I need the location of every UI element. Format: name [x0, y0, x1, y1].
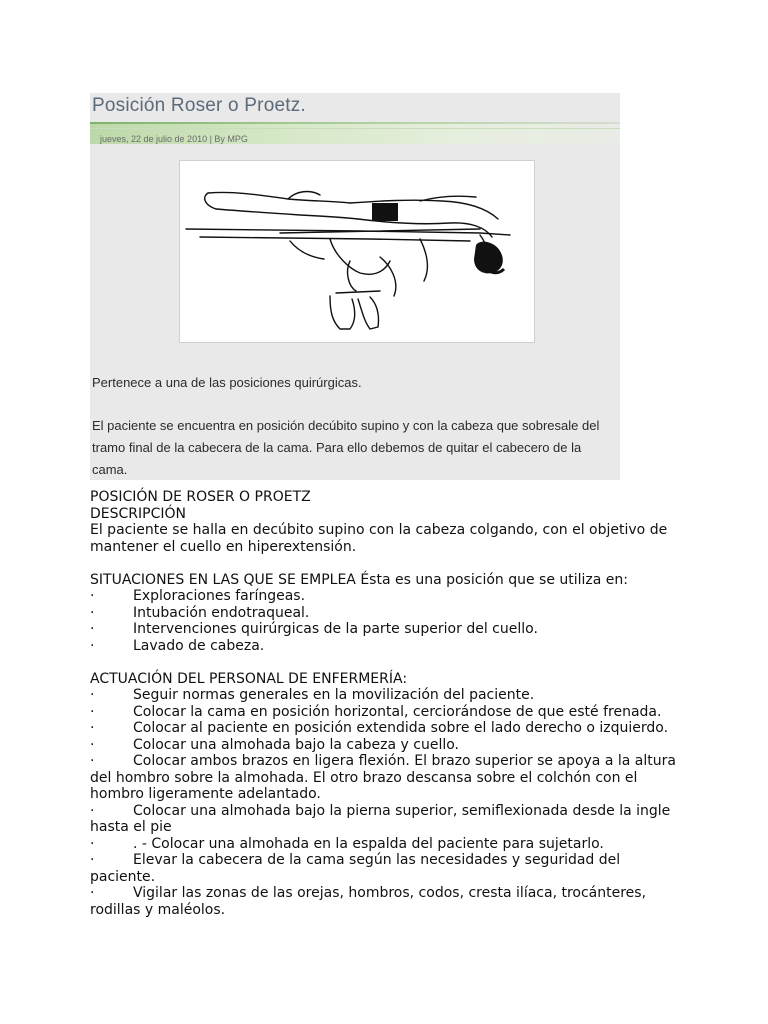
list-item-text: Elevar la cabecera de la cama según las necesidades y seguridad del paciente. — [90, 852, 621, 885]
position-illustration — [179, 160, 535, 343]
bullet: · — [90, 588, 95, 604]
list-item — [90, 852, 680, 885]
patient-leg-upper — [208, 192, 350, 203]
bullet: · — [90, 604, 95, 621]
list-item-text: Colocar una almohada bajo la pierna superior, semiflexionada desde la ingle hasta el pie — [90, 802, 671, 835]
list-item-text: Colocar la cama en posición horizontal, cerciorándose de que esté frenada. — [133, 703, 662, 720]
list-item — [90, 638, 680, 655]
bed-leg — [348, 261, 356, 291]
band-divider-lower — [90, 128, 620, 129]
list-item — [90, 737, 680, 754]
patient-knee — [288, 192, 320, 199]
bed-frame — [330, 239, 390, 274]
list-item-text: Lavado de cabeza. — [133, 637, 265, 654]
bullet: · — [90, 885, 95, 901]
bullet: · — [90, 753, 95, 769]
spacer — [90, 555, 680, 572]
list-item — [90, 885, 680, 918]
bed-base-2 — [358, 297, 379, 329]
bullet: · — [90, 736, 95, 753]
doc-heading: POSICIÓN DE ROSER O PROETZ — [90, 489, 311, 505]
list-item-text: Colocar al paciente en posición extendida sobre el lado derecho o izquierdo. — [133, 720, 669, 736]
spacer — [90, 654, 680, 671]
patient-leg-lower — [216, 209, 358, 219]
band-divider — [90, 122, 620, 124]
list-item — [90, 687, 680, 704]
nursing-heading: ACTUACIÓN DEL PERSONAL DE ENFERMERÍA: — [90, 670, 408, 687]
list-item-text: Intervenciones quirúrgicas de la parte superior del cuello. — [133, 621, 538, 637]
list-item — [90, 588, 680, 605]
list-item — [90, 836, 680, 853]
description-text: El paciente se halla en decúbito supino con la cabeza colgando, con el objetivo de mantener el cuello en hiperextensión. — [90, 522, 668, 555]
patient-drawing — [180, 161, 534, 342]
bullet: · — [90, 802, 95, 819]
bullet: · — [90, 687, 95, 703]
list-item-text: . - Colocar una almohada en la espalda del paciente para sujetarlo. — [133, 835, 604, 852]
situations-intro: SITUACIONES EN LAS QUE SE EMPLEA Ésta es una posición que se utiliza en: — [90, 571, 629, 588]
list-item — [90, 753, 680, 803]
list-item-text: Colocar una almohada bajo la cabeza y cuello. — [133, 736, 460, 753]
blog-screenshot — [90, 93, 620, 480]
list-item-text: Colocar ambos brazos en ligera flexión. El brazo superior se apoya a la altura del hombro sobre la almohada. El otro brazo descansa sobre el colchón con el hombro ligeramente adelantado. — [90, 753, 676, 802]
bullet: · — [90, 637, 95, 654]
bullet: · — [90, 852, 95, 868]
bed-support — [290, 241, 324, 259]
list-item — [90, 720, 680, 737]
bed-support-2 — [420, 239, 427, 281]
list-item-text: Intubación endotraqueal. — [133, 604, 310, 621]
bullet: · — [90, 720, 95, 736]
post-meta: jueves, 22 de julio de 2010 | By MPG — [100, 134, 248, 144]
bed-bottom-line — [200, 237, 470, 241]
list-item — [90, 803, 680, 836]
list-item — [90, 621, 680, 638]
bed-base — [330, 296, 355, 329]
list-item-text: Seguir normas generales en la movilización del paciente. — [133, 687, 535, 703]
list-item-text: Vigilar las zonas de las orejas, hombros, codos, cresta ilíaca, trocánteres, rodillas y maléolos. — [90, 885, 647, 918]
drape-block — [372, 203, 398, 221]
blog-intro: Pertenece a una de las posiciones quirúrgicas. — [92, 375, 362, 390]
patient-head — [474, 242, 503, 274]
list-item — [90, 704, 680, 721]
bed-leg-2 — [380, 257, 396, 296]
bullet: · — [90, 621, 95, 637]
document-body — [90, 489, 680, 918]
patient-foot — [205, 193, 216, 209]
bed-brace — [336, 291, 380, 293]
blog-paragraph: El paciente se encuentra en posición decúbito supino y con la cabeza que sobresale del tramo final de la cabecera de la cama. Para ello debemos de quitar el cabecero de la cama. — [92, 418, 600, 477]
list-item — [90, 605, 680, 622]
patient-back — [358, 219, 492, 237]
description-label: DESCRIPCIÓN — [90, 505, 186, 522]
bullet: · — [90, 835, 95, 852]
bullet: · — [90, 703, 95, 720]
blog-title: Posición Roser o Proetz. — [92, 95, 306, 116]
list-item-text: Exploraciones faríngeas. — [133, 588, 306, 604]
